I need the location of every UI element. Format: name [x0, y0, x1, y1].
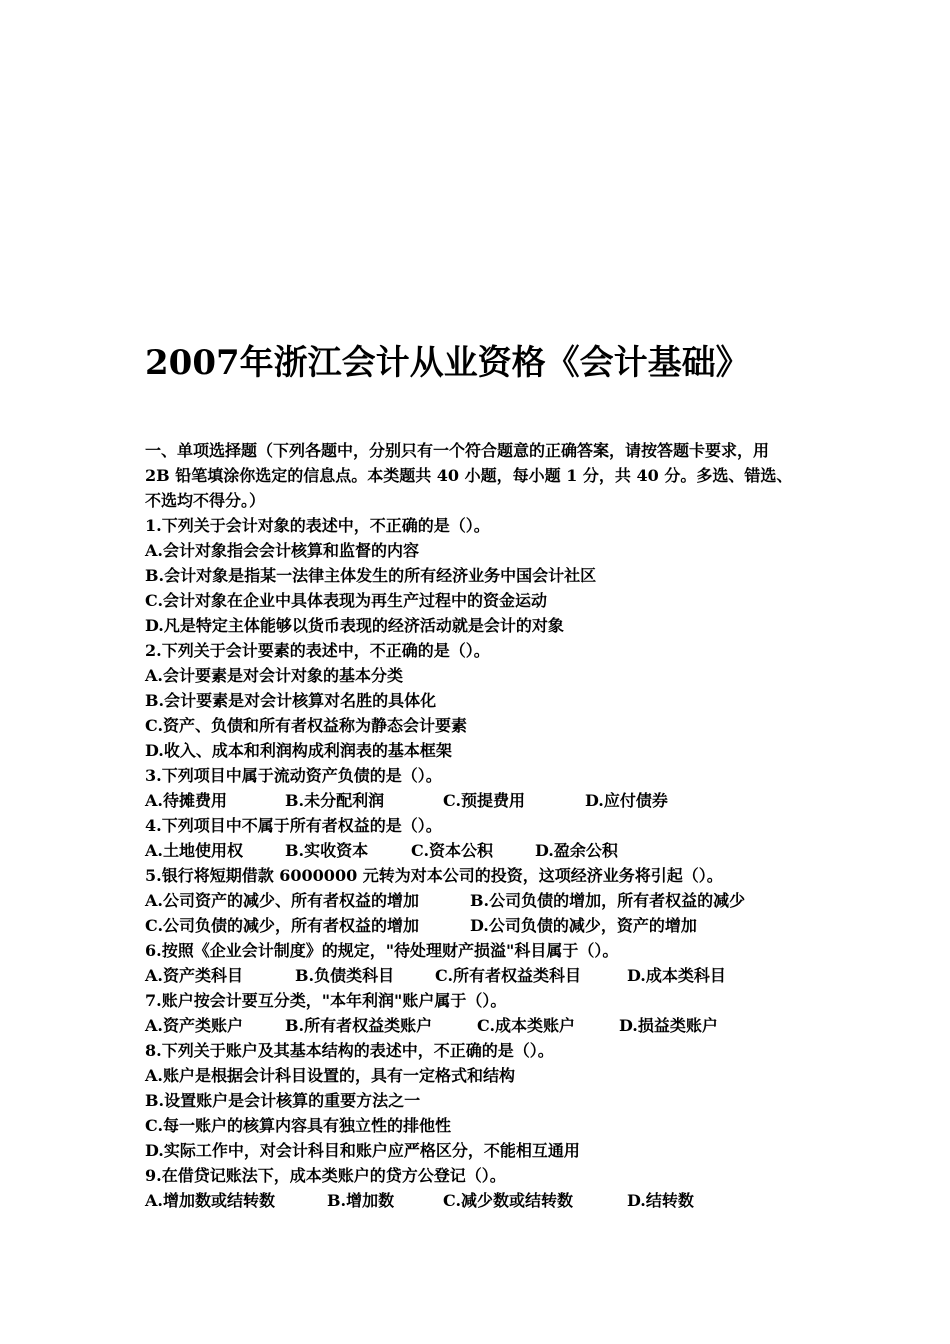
option-c: C.公司负债的减少，所有者权益的增加 [145, 916, 420, 935]
question-5 [145, 863, 810, 938]
question-stem: 1.下列关于会计对象的表述中，不正确的是（）。 [145, 516, 490, 535]
option-b: B.会计对象是指某一法律主体发生的所有经济业务中国会计社区 [145, 566, 597, 585]
question-stem: 5.银行将短期借款 6000000 元转为对本公司的投资，这项经济业务将引起（）。 [145, 866, 723, 885]
option-a: A.资产类账户 [145, 1016, 243, 1035]
option-a: A.会计对象指会会计核算和监督的内容 [145, 541, 419, 560]
option-b: B.负债类科目 [295, 966, 395, 985]
option-a: A.资产类科目 [145, 966, 243, 985]
question-2 [145, 638, 810, 763]
option-d: D.应付债券 [585, 791, 668, 810]
options-row [145, 888, 810, 913]
option-d: D.收入、成本和利润构成利润表的基本框架 [145, 741, 452, 760]
question-8 [145, 1038, 810, 1163]
option-b: B.未分配利润 [285, 791, 385, 810]
option-c: C.每一账户的核算内容具有独立性的排他性 [145, 1116, 452, 1135]
option-b: B.会计要素是对会计核算对名胜的具体化 [145, 691, 437, 710]
option-d: D.损益类账户 [619, 1016, 718, 1035]
question-stem: 2.下列关于会计要素的表述中，不正确的是（）。 [145, 641, 490, 660]
option-c: C.资本公积 [411, 841, 494, 860]
option-b: B.增加数 [327, 1191, 395, 1210]
question-stem: 6.按照《企业会计制度》的规定，"待处理财产损溢"科目属于（）。 [145, 941, 619, 960]
instructions-line: 不选均不得分。） [145, 491, 266, 510]
option-a: A.会计要素是对会计对象的基本分类 [145, 666, 403, 685]
option-a: A.待摊费用 [145, 791, 227, 810]
options-row [145, 963, 810, 988]
document-title: 2007年浙江会计从业资格《会计基础》 [145, 343, 750, 383]
option-c: C.会计对象在企业中具体表现为再生产过程中的资金运动 [145, 591, 548, 610]
question-stem: 7.账户按会计要互分类，"本年利润"账户属于（）。 [145, 991, 507, 1010]
option-c: C.减少数或结转数 [443, 1191, 574, 1210]
options-row [145, 1188, 810, 1213]
question-1 [145, 513, 810, 638]
option-d: D.公司负债的减少，资产的增加 [470, 916, 697, 935]
instructions-line: 一、单项选择题（下列各题中，分别只有一个符合题意的正确答案，请按答题卡要求，用 [145, 441, 770, 460]
option-b: B.设置账户是会计核算的重要方法之一 [145, 1091, 421, 1110]
option-c: C.所有者权益类科目 [435, 966, 582, 985]
question-stem: 3.下列项目中属于流动资产负债的是（）。 [145, 766, 442, 785]
question-4 [145, 813, 810, 863]
option-d: D.结转数 [627, 1191, 694, 1210]
option-d: D.凡是特定主体能够以货币表现的经济活动就是会计的对象 [145, 616, 564, 635]
question-7 [145, 988, 810, 1038]
question-9 [145, 1163, 810, 1213]
option-a: A.土地使用权 [145, 841, 243, 860]
options-row [145, 913, 810, 938]
question-3 [145, 763, 810, 813]
document-body [145, 438, 810, 1213]
options-row [145, 838, 810, 863]
question-stem: 9.在借贷记账法下，成本类账户的贷方公登记（）。 [145, 1166, 506, 1185]
option-d: D.盈余公积 [535, 841, 618, 860]
option-c: C.资产、负债和所有者权益称为静态会计要素 [145, 716, 468, 735]
option-a: A.增加数或结转数 [145, 1191, 275, 1210]
option-d: D.成本类科目 [627, 966, 726, 985]
question-6 [145, 938, 810, 988]
option-b: B.实收资本 [285, 841, 369, 860]
section-instructions [145, 438, 810, 513]
option-d: D.实际工作中，对会计科目和账户应严格区分，不能相互通用 [145, 1141, 580, 1160]
instructions-line: 2B 铅笔填涂你选定的信息点。本类题共 40 小题，每小题 1 分，共 40 分。多选、错选、 [145, 466, 793, 485]
options-row [145, 788, 810, 813]
option-c: C.成本类账户 [477, 1016, 576, 1035]
question-stem: 4.下列项目中不属于所有者权益的是（）。 [145, 816, 442, 835]
option-a: A.公司资产的减少、所有者权益的增加 [145, 891, 419, 910]
options-row [145, 1013, 810, 1038]
option-c: C.预提费用 [443, 791, 526, 810]
option-b: B.所有者权益类账户 [285, 1016, 433, 1035]
option-b: B.公司负债的增加，所有者权益的减少 [470, 891, 746, 910]
option-a: A.账户是根据会计科目设置的，具有一定格式和结构 [145, 1066, 515, 1085]
question-stem: 8.下列关于账户及其基本结构的表述中，不正确的是（）。 [145, 1041, 554, 1060]
